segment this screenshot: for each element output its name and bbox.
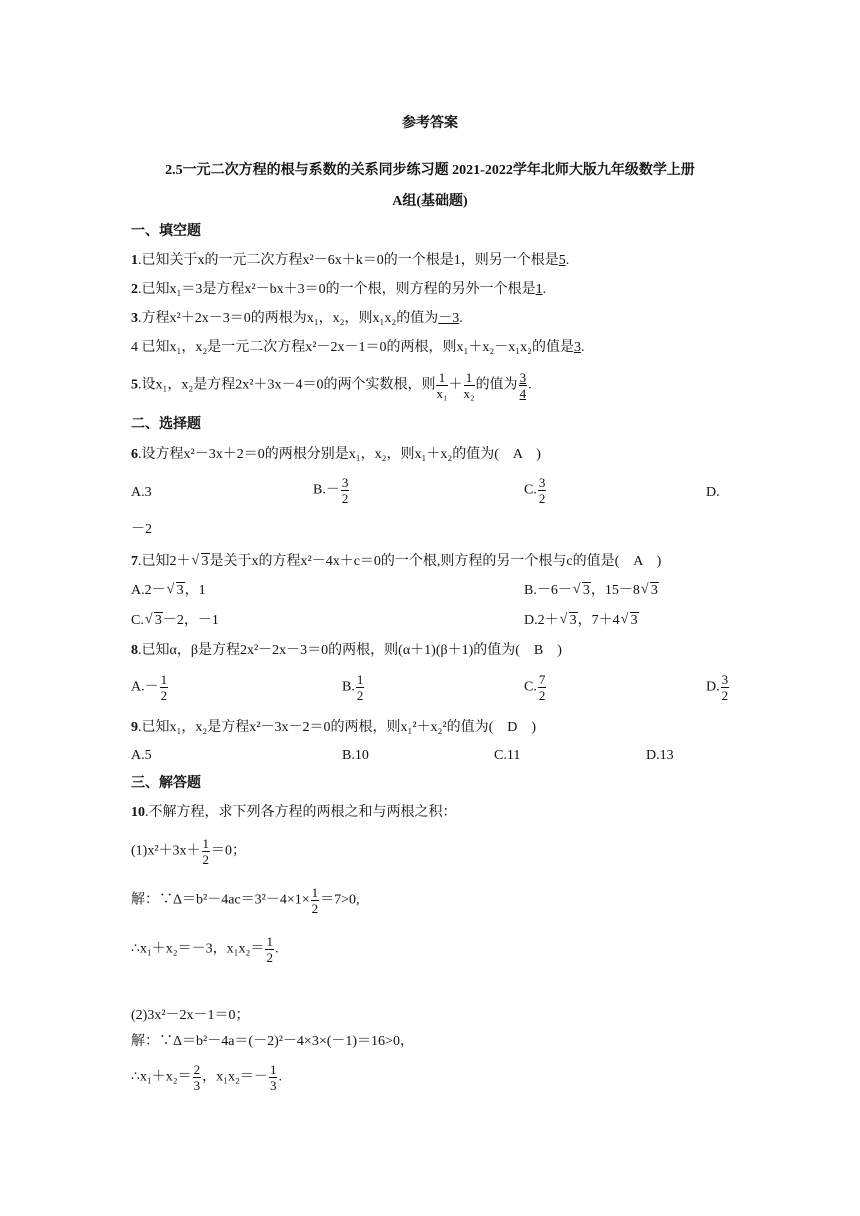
q10-solution-1-line-2: ∴x₁＋x₂＝－3，x₁x₂＝ $\frac{1}{2}$ . bbox=[131, 934, 279, 965]
answer-3: －3 bbox=[438, 311, 460, 326]
question-9: 9.已知x₁，x₂是方程x²－3x－2＝0的两根，则x₁²＋x₂²的值为( D ) bbox=[131, 720, 537, 735]
q6-option-b: B.－ $\frac{3}{2}$ bbox=[313, 475, 349, 506]
q9-option-b: B.10 bbox=[342, 748, 369, 763]
q9-option-c: C.11 bbox=[494, 748, 521, 763]
answer-4: 3 bbox=[573, 340, 581, 355]
answer-2: 1 bbox=[535, 282, 543, 297]
document-subtitle: 2.5一元二次方程的根与系数的关系同步练习题 2021-2022学年北师大版九年级数学上册 bbox=[165, 163, 695, 178]
q8-option-d: D. $\frac{3}{2}$ bbox=[706, 672, 729, 703]
q10-part-2: (2)3x²－2x－1＝0； bbox=[131, 1008, 250, 1023]
question-4: 4 已知x₁，x₂是一元二次方程x²－2x－1＝0的两根，则x₁＋x₂－x₁x₂的值是3. bbox=[131, 340, 585, 355]
q10-solution-1-line-1: 解：∵Δ＝b²－4ac＝3²－4×1× $\frac{1}{2}$ ＝7>0, bbox=[131, 885, 360, 916]
q7-option-d: D.2＋√ 3，7＋4√ 3 bbox=[524, 611, 639, 631]
q9-option-d: D.13 bbox=[646, 748, 674, 763]
question-6: 6.设方程x²－3x＋2＝0的两根分别是x₁，x₂，则x₁＋x₂的值为( A ) bbox=[131, 447, 541, 462]
q10-solution-2-line-2: ∴x₁＋x₂＝ $\frac{2}{3}$ ，x₁x₂＝－ $\frac{1}{3}$ . bbox=[131, 1062, 282, 1093]
q7-option-b: B.－6－√ 3，15－8√ 3 bbox=[524, 581, 659, 601]
q8-option-c: C. $\frac{7}{2}$ bbox=[524, 672, 546, 703]
q6-option-d-value: －2 bbox=[131, 522, 152, 537]
answer-title: 参考答案 bbox=[402, 116, 458, 131]
q8-option-b: B. $\frac{1}{2}$ bbox=[342, 672, 364, 703]
q7-option-a: A.2－√ 3，1 bbox=[131, 581, 206, 601]
question-3: 3.方程x²＋2x－3＝0的两根为x₁，x₂，则x₁x₂的值为－3. bbox=[131, 311, 463, 326]
section-fill-heading: 一、填空题 bbox=[131, 224, 201, 239]
q6-option-c: C. $\frac{3}{2}$ bbox=[524, 475, 546, 506]
question-8: 8.已知α，β是方程2x²－2x－3＝0的两根，则(α＋1)(β＋1)的值为( B ) bbox=[131, 643, 562, 658]
q7-option-c: C.√ 3－2，－1 bbox=[131, 611, 219, 631]
question-1: 1.已知关于x的一元二次方程x²－6x＋k＝0的一个根是1，则另一个根是5. bbox=[131, 253, 570, 268]
q10-solution-2-line-1: 解：∵Δ＝b²－4a＝(－2)²－4×3×(－1)＝16>0， bbox=[131, 1034, 414, 1049]
answer-1: 5 bbox=[558, 253, 566, 268]
question-7: 7.已知2＋√ 3是关于x的方程x²－4x＋c＝0的一个根,则方程的另一个根与c的值是( A ) bbox=[131, 552, 661, 572]
group-title: A组(基础题) bbox=[392, 194, 468, 209]
section-answer-heading: 三、解答题 bbox=[131, 776, 201, 791]
question-2: 2.已知x₁＝3是方程x²－bx＋3＝0的一个根，则方程的另外一个根是1. bbox=[131, 282, 547, 297]
q10-part-1: (1)x²＋3x＋ $\frac{1}{2}$ ＝0； bbox=[131, 836, 247, 867]
q6-option-d: D. bbox=[706, 485, 720, 500]
q8-option-a: A.－ $\frac{1}{2}$ bbox=[131, 672, 168, 703]
answer-5: $\frac{3}{4}$ bbox=[519, 370, 527, 401]
question-5: 5.设x₁，x₂是方程2x²＋3x－4＝0的两个实数根，则 $\frac{1}{\text{x₁}}$ ＋ $\frac{1}{\text{x₂}}$ 的值为 $\frac{3}{4}$ . bbox=[131, 370, 532, 401]
section-choice-heading: 二、选择题 bbox=[131, 417, 201, 432]
q9-option-a: A.5 bbox=[131, 748, 152, 763]
question-10: 10.不解方程，求下列各方程的两根之和与两根之积： bbox=[131, 805, 457, 820]
q6-option-a: A.3 bbox=[131, 485, 152, 500]
